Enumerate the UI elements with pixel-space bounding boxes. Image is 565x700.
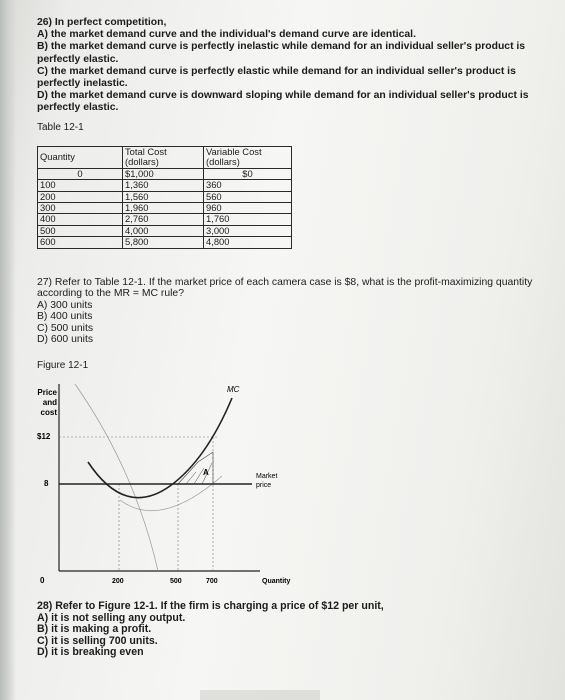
question-28-option-c: C) it is selling 700 units. bbox=[37, 634, 158, 647]
cell-variable-cost: 360 bbox=[204, 180, 292, 191]
faint-curve-left bbox=[75, 384, 158, 571]
cell-total-cost: 1,360 bbox=[123, 180, 204, 191]
question-27-option-d: D) 600 units bbox=[37, 334, 94, 346]
cell-total-cost: 4,000 bbox=[123, 225, 204, 236]
header-total-cost: Total Cost (dollars) bbox=[123, 147, 204, 169]
y-tick-0: 0 bbox=[40, 576, 45, 585]
header-quantity: Quantity bbox=[38, 147, 123, 169]
cell-variable-cost: 1,760 bbox=[204, 214, 292, 225]
y-tick-8: 8 bbox=[44, 479, 49, 488]
cell-total-cost: 2,760 bbox=[123, 214, 204, 225]
cell-variable-cost: 3,000 bbox=[204, 225, 292, 236]
cell-total-cost: 5,800 bbox=[123, 237, 204, 248]
cell-variable-cost: 4,800 bbox=[204, 237, 292, 248]
cell-total-cost: 1,560 bbox=[123, 191, 204, 202]
question-27-option-c: C) 500 units bbox=[37, 322, 94, 334]
cell-variable-cost: 560 bbox=[204, 191, 292, 202]
faint-average-cost-curve bbox=[120, 476, 222, 511]
question-26-option-d: D) the market demand curve is downward sloping while demand for an individual seller's product is perfectly elastic. bbox=[37, 90, 529, 114]
table-caption: Table 12-1 bbox=[37, 122, 84, 133]
x-tick-700: 700 bbox=[206, 578, 218, 585]
cell-quantity: 500 bbox=[38, 225, 123, 236]
cell-variable-cost: $0 bbox=[204, 168, 292, 179]
question-27-option-a: A) 300 units bbox=[37, 299, 93, 311]
figure-caption: Figure 12-1 bbox=[37, 360, 89, 371]
market-price-label-line2: price bbox=[256, 482, 272, 489]
question-28 bbox=[37, 601, 542, 659]
mc-label: MC bbox=[227, 385, 240, 394]
question-26-option-b: B) the market demand curve is perfectly inelastic while demand for an individual seller's product is perfectly elastic. bbox=[37, 41, 526, 65]
y-tick-12: $12 bbox=[37, 432, 51, 441]
cell-quantity: 600 bbox=[38, 237, 123, 248]
question-28-title: 28) Refer to Figure 12-1. If the firm is charging a price of $12 per unit, bbox=[37, 600, 384, 612]
question-28-option-b: B) it is making a profit. bbox=[37, 623, 152, 636]
question-27-title: 27) Refer to Table 12-1. If the market price of each camera case is $8, what is the profit-maximizing quantity according to the MR = MC rule? bbox=[37, 277, 533, 300]
y-axis-label-line1: Price bbox=[37, 388, 57, 397]
cell-quantity: 100 bbox=[38, 180, 123, 191]
question-26-title: 26) In perfect competition, bbox=[37, 17, 167, 28]
cell-quantity: 400 bbox=[38, 214, 123, 225]
x-axis-label: Quantity bbox=[262, 578, 291, 585]
market-price-label-line1: Market bbox=[256, 473, 278, 480]
cell-total-cost: 1,960 bbox=[123, 203, 204, 214]
cell-total-cost: $1,000 bbox=[123, 168, 204, 179]
header-variable-cost: Variable Cost (dollars) bbox=[204, 147, 292, 169]
y-axis-label-line2: and bbox=[42, 398, 57, 407]
x-tick-200: 200 bbox=[112, 578, 124, 585]
cell-quantity: 0 bbox=[38, 168, 123, 179]
cell-quantity: 300 bbox=[38, 203, 123, 214]
area-a-label: A bbox=[203, 468, 209, 477]
photo-bottom-shadow bbox=[200, 690, 320, 700]
cell-variable-cost: 960 bbox=[204, 203, 292, 214]
question-27-option-b: B) 400 units bbox=[37, 311, 93, 323]
x-tick-500: 500 bbox=[170, 578, 182, 585]
question-28-option-a: A) it is not selling any output. bbox=[37, 611, 186, 624]
marginal-cost-curve bbox=[88, 398, 232, 498]
y-axis-label-line3: cost bbox=[40, 408, 57, 417]
question-26-option-c: C) the market demand curve is perfectly elastic while demand for an individual seller's product is perfectly inelastic. bbox=[37, 65, 516, 90]
question-26-option-a: A) the market demand curve and the individual's demand curve are identical. bbox=[37, 29, 416, 41]
question-28-option-d: D) it is breaking even bbox=[37, 646, 144, 659]
cell-quantity: 200 bbox=[38, 191, 123, 202]
